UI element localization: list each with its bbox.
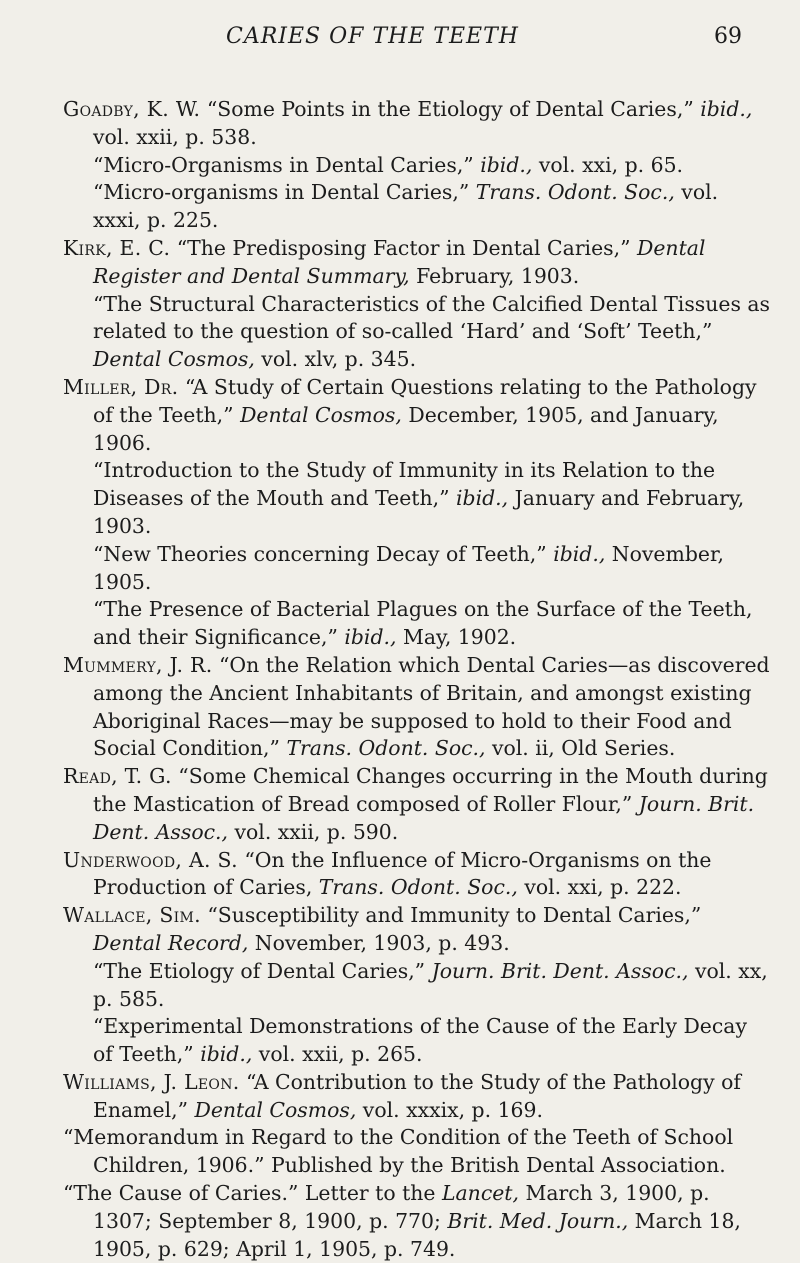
bibliography-entry [63, 96, 771, 152]
entry-author: Mummery, J. R. [63, 652, 213, 677]
bibliography-entry [63, 374, 771, 457]
entry-citation: vol. ii, Old Series. [491, 736, 676, 761]
bibliography-list [63, 96, 771, 1263]
bibliography-entry [63, 541, 771, 597]
entry-journal-secondary: Brit. Med. Journ., [447, 1208, 629, 1233]
entry-journal: Dental Cosmos, [240, 402, 402, 427]
bibliography-entry [63, 457, 771, 540]
entry-citation: November, 1905. [93, 541, 724, 594]
entry-journal: ibid., [344, 625, 397, 650]
bibliography-entry [63, 152, 771, 180]
page-number: 69 [714, 24, 742, 49]
entry-journal: ibid., [456, 486, 509, 511]
entry-author: Goadby, K. W. [63, 97, 201, 121]
entry-title: “New Theories concerning Decay of Teeth,” [93, 541, 547, 566]
entry-author: Williams, J. Leon. [63, 1069, 240, 1094]
entry-author: Underwood, A. S. [63, 847, 238, 872]
entry-title: “A Study of Certain Questions relating to the Pathology of the Teeth,” [93, 374, 757, 427]
entry-title: “The Etiology of Dental Caries,” [93, 958, 426, 983]
entry-author: Read, T. G. [63, 764, 172, 789]
entry-journal: Dental Cosmos, [93, 347, 255, 372]
entry-journal: Dental Register and Dental Summary, [93, 235, 706, 288]
bibliography-entry [63, 1180, 771, 1263]
entry-journal: Journ. Brit. Dent. Assoc., [431, 958, 689, 983]
bibliography-entry [63, 596, 771, 652]
entry-title: “On the Relation which Dental Caries—as discovered among the Ancient Inhabitants of Britain, and amongst existing Aboriginal Races—may be supposed to hold to their Food and Social Condition,” [93, 652, 770, 761]
entry-journal: ibid., [700, 97, 753, 121]
entry-citation: vol. xxxix, p. 169. [362, 1097, 543, 1122]
entry-journal: Journ. Brit. Dent. Assoc., [93, 791, 755, 844]
entry-title: “The Structural Characteristics of the Calcified Dental Tissues as related to the question of so-called ‘Hard’ and ‘Soft’ Teeth,” [93, 291, 771, 344]
entry-journal: Trans. Odont. Soc., [475, 180, 675, 205]
bibliography-entry [63, 902, 771, 958]
entry-citation: vol. xxxi, p. 225. [93, 180, 719, 233]
entry-citation: December, 1905, and January, 1906. [93, 402, 719, 455]
entry-title: “Some Points in the Etiology of Dental Caries,” [206, 97, 694, 121]
page-header [0, 24, 800, 58]
entry-citation: vol. xxii, p. 590. [234, 819, 399, 844]
entry-citation: March 3, 1900, p. 1307; September 8, 1900, p. 770; [93, 1181, 710, 1233]
entry-citation: vol. xlv, p. 345. [261, 347, 417, 372]
entry-journal: Dental Record, [93, 930, 249, 955]
entry-citation: May, 1902. [402, 625, 517, 650]
bibliography-entry [63, 1069, 771, 1125]
entry-citation: vol. xxi, p. 65. [538, 152, 684, 177]
entry-title: “Susceptibility and Immunity to Dental Caries,” [207, 903, 702, 928]
bibliography-entry [63, 652, 771, 763]
entry-citation-secondary: March 18, 1905, p. 629; April 1, 1905, p. 749. [93, 1208, 741, 1261]
entry-citation: vol. xxii, p. 538. [93, 124, 257, 149]
entry-title: “Some Chemical Changes occurring in the Mouth during the Mastication of Bread composed of Roller Flour,” [93, 764, 768, 816]
bibliography-entry [63, 179, 771, 235]
entry-citation: vol. xx, p. 585. [93, 958, 768, 1011]
bibliography-entry [63, 847, 771, 903]
entry-author: Wallace, Sim. [63, 903, 201, 928]
bibliography-entry [63, 763, 771, 846]
entry-title: “The Cause of Caries.” Letter to the [63, 1181, 436, 1206]
entry-citation: November, 1903, p. 493. [254, 930, 510, 955]
entry-title: “The Presence of Bacterial Plagues on the Surface of the Teeth, and their Significance,” [93, 597, 753, 650]
entry-title: “Experimental Demonstrations of the Cause of the Early Decay of Teeth,” [93, 1014, 747, 1067]
entry-citation: vol. xxii, p. 265. [258, 1042, 423, 1067]
bibliography-entry [63, 1013, 771, 1069]
entry-journal: Lancet, [441, 1181, 519, 1206]
entry-journal: ibid., [553, 541, 606, 566]
bibliography-entry [63, 291, 771, 374]
entry-citation: January and February, 1903. [93, 486, 745, 538]
entry-title: “Micro-organisms in Dental Caries,” [93, 180, 470, 205]
bibliography-entry [63, 958, 771, 1014]
entry-journal: ibid., [200, 1042, 253, 1067]
entry-citation: vol. xxi, p. 222. [524, 875, 682, 900]
entry-journal: Dental Cosmos, [194, 1097, 357, 1122]
entry-title: “Introduction to the Study of Immunity in its Relation to the Diseases of the Mouth and Teeth,” [93, 458, 716, 511]
running-head: CARIES OF THE TEETH [226, 24, 519, 49]
bibliography-entry [63, 235, 771, 291]
entry-journal: Trans. Odont. Soc., [286, 736, 486, 761]
entry-title: “Memorandum in Regard to the Condition of the Teeth of School Children, 1906.” Published by the British Dental Association. [63, 1125, 734, 1178]
entry-title: “Micro-Organisms in Dental Caries,” [93, 152, 474, 177]
entry-journal: Trans. Odont. Soc., [318, 875, 518, 900]
entry-author: Kirk, E. C. [63, 235, 171, 260]
entry-author: Miller, Dr. [63, 374, 179, 399]
entry-title: “On the Influence of Micro-Organisms on the Production of Caries, [93, 847, 712, 900]
entry-citation: February, 1903. [416, 263, 580, 288]
entry-title: “The Predisposing Factor in Dental Caries,” [176, 235, 631, 260]
entry-title: “A Contribution to the Study of the Pathology of Enamel,” [93, 1069, 741, 1122]
bibliography-entry [63, 1124, 771, 1180]
entry-journal: ibid., [480, 152, 533, 177]
